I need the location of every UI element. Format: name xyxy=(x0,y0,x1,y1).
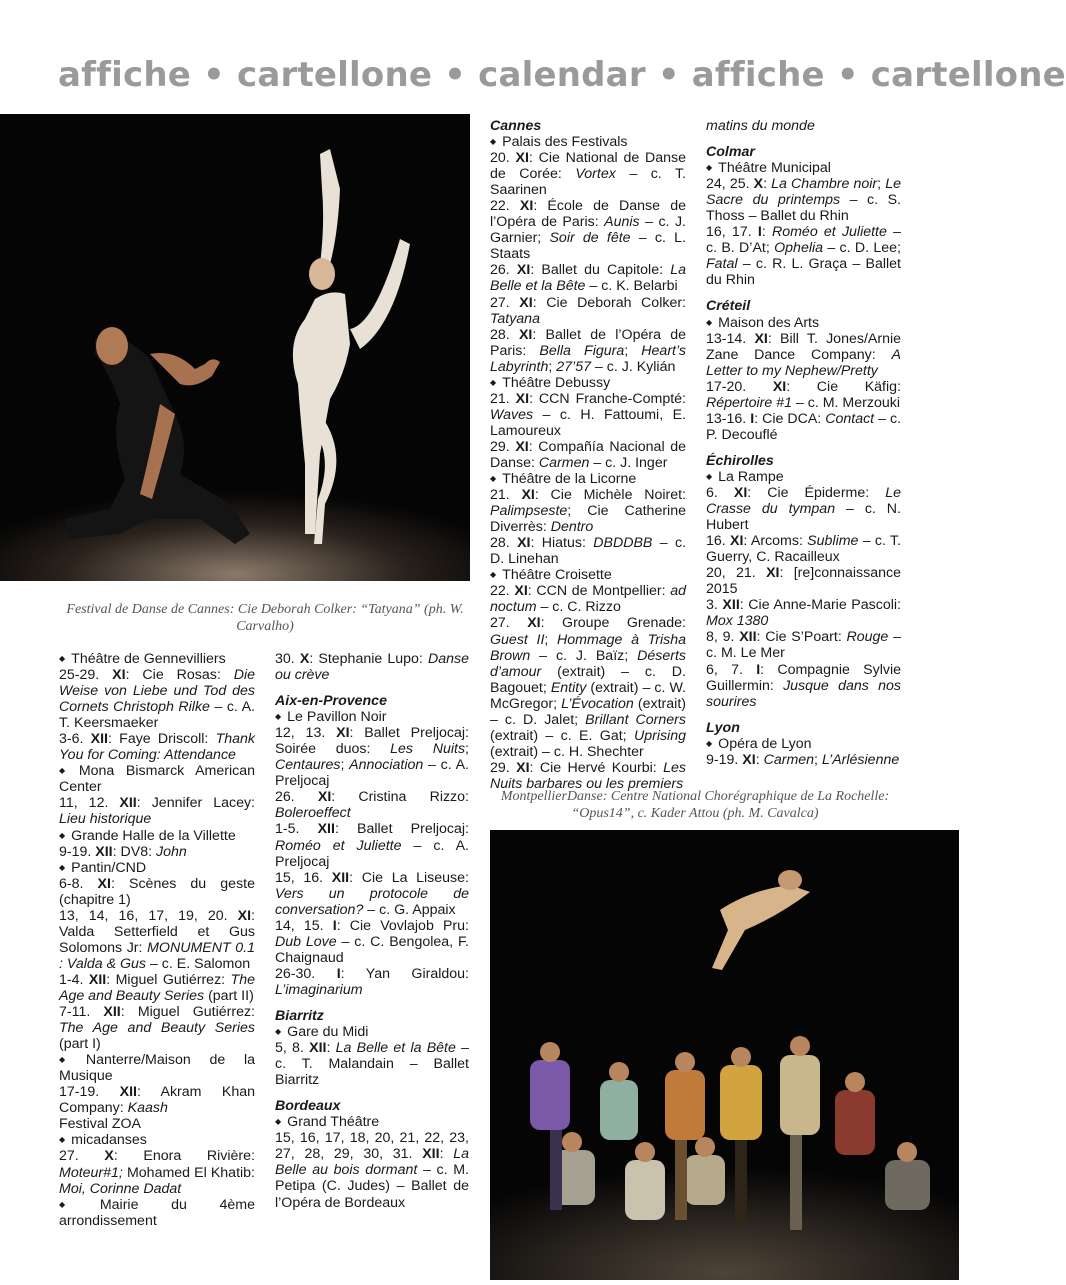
venue-name: ◆ micadanses xyxy=(59,1132,255,1148)
listing-column-4 xyxy=(706,118,901,768)
venue-name: ◆ Théâtre Debussy xyxy=(490,375,686,391)
event-entry: 27. XI: Groupe Grenade: Guest II; Hommage à Trisha Brown – c. J. Baïz; Déserts d’amour (extrait) – c. D. Bagouet; Entity (extrait) – c. W. McGregor; L’Évocation (extrait) – c. D. Jalet; Brillant Corners (extrait) – c. E. Gat; Uprising (extrait) – c. H. Shechter xyxy=(490,615,686,760)
venue-name: ◆ Gare du Midi xyxy=(275,1024,469,1040)
city-heading: Créteil xyxy=(706,298,751,315)
event-entry: 14, 15. I: Cie Vovlajob Pru: Dub Love – c. C. Bengolea, F. Chaignaud xyxy=(275,917,469,966)
event-entry: 20. XI: Cie National de Danse de Corée: Vortex – c. T. Saarinen xyxy=(490,150,686,199)
event-entry: 15, 16. XII: Cie La Liseuse: Vers un protocole de conversation? – c. G. Appaix xyxy=(275,869,469,918)
event-entry: 30. X: Stephanie Lupo: Danse ou crève xyxy=(275,651,470,684)
city-heading: Aix-en-Provence xyxy=(275,693,387,710)
event-entry: 13-16. I: Cie DCA: Contact – c. P. Decouflé xyxy=(706,410,902,443)
event-entry: 1-4. XII: Miguel Gutiérrez: The Age and Beauty Series (part II) xyxy=(59,971,255,1004)
spacer xyxy=(275,1088,469,1098)
spacer xyxy=(706,134,901,144)
event-entry: 22. XI: École de Danse de l’Opéra de Paris: Aunis – c. J. Garnier; Soir de fête – c. L. Staats xyxy=(490,198,686,263)
venue-name: ◆ Mairie du 4ème arrondissement xyxy=(59,1197,255,1229)
event-entry: 17-20. XI: Cie Käfig: Répertoire #1 – c. M. Merzouki xyxy=(706,378,901,411)
event-entry: matins du monde xyxy=(706,118,815,134)
venue-name: ◆ Théâtre de la Licorne xyxy=(490,471,686,487)
venue-name: ◆ Maison des Arts xyxy=(706,315,901,331)
event-entry: 12, 13. XI: Ballet Preljocaj: Soirée duos: Les Nuits; Centaures; Annociation – c. A. Preljocaj xyxy=(275,725,470,790)
event-entry: 26. XI: Cristina Rizzo: Boleroeffect xyxy=(275,789,469,822)
event-entry: 28. XI: Hiatus: DBDDBB – c. D. Linehan xyxy=(490,535,686,568)
event-entry: Festival ZOA xyxy=(59,1116,141,1133)
city-heading: Bordeaux xyxy=(275,1098,341,1115)
listing-column-1 xyxy=(59,651,255,1229)
event-entry: 9-19. XI: Carmen; L’Arlésienne xyxy=(706,751,900,768)
page-header: affiche • cartellone • calendar • affiche • cartellone xyxy=(58,55,1066,95)
event-entry: 6-8. XI: Scènes du geste (chapitre 1) xyxy=(59,875,255,908)
event-entry: 1-5. XII: Ballet Preljocaj: Roméo et Juliette – c. A. Preljocaj xyxy=(275,821,470,870)
photo-illustration xyxy=(0,114,470,581)
event-entry: 7-11. XII: Miguel Gutiérrez: The Age and Beauty Series (part I) xyxy=(59,1004,256,1053)
venue-name: ◆ Mona Bismarck American Center xyxy=(59,763,255,795)
photo-illustration xyxy=(490,830,959,1280)
venue-name: ◆ Opéra de Lyon xyxy=(706,736,901,752)
city-heading: Colmar xyxy=(706,144,755,161)
city-heading: Biarritz xyxy=(275,1007,324,1024)
event-entry: 8, 9. XII: Cie S’Poart: Rouge – c. M. Le Mer xyxy=(706,629,901,662)
venue-name: ◆ Théâtre de Gennevilliers xyxy=(59,651,255,667)
event-entry: 20, 21. XI: [re]connaissance 2015 xyxy=(706,565,901,598)
event-entry: 21. XI: CCN Franche-Compté: Waves – c. H. Fattoumi, E. Lamoureux xyxy=(490,390,686,439)
listing-column-2 xyxy=(275,651,469,1211)
spacer xyxy=(706,443,901,453)
dance-photo-opus14 xyxy=(490,830,959,1280)
venue-name: ◆ Grande Halle de la Villette xyxy=(59,828,255,844)
event-entry: 22. XI: CCN de Montpellier: ad noctum – c. C. Rizzo xyxy=(490,583,687,616)
event-entry: 13, 14, 16, 17, 19, 20. XI: Valda Setterfield et Gus Solomons Jr: MONUMENT 0.1 : Valda & Gus – c. E. Salomon xyxy=(59,907,255,972)
event-entry: 29. XI: Compañía Nacional de Danse: Carmen – c. J. Inger xyxy=(490,438,686,471)
venue-name: ◆ Le Pavillon Noir xyxy=(275,709,469,725)
event-entry: 5, 8. XII: La Belle et la Bête – c. T. Malandain – Ballet Biarritz xyxy=(275,1040,469,1089)
venue-name: ◆ Pantin/CND xyxy=(59,860,255,876)
event-entry: 6. XI: Cie Épiderme: Le Crasse du tympan – c. N. Hubert xyxy=(706,484,901,534)
event-entry: 13-14. XI: Bill T. Jones/Arnie Zane Dance Company: A Letter to my Nephew/Pretty xyxy=(706,330,902,379)
venue-name: ◆ Nanterre/Maison de la Musique xyxy=(59,1052,255,1084)
event-entry: 6, 7. I: Compagnie Sylvie Guillermin: Jusque dans nos sourires xyxy=(706,661,901,710)
city-heading: Cannes xyxy=(490,118,542,134)
venue-name: ◆ Théâtre Municipal xyxy=(706,160,901,176)
event-entry: 21. XI: Cie Michèle Noiret: Palimpseste; Cie Catherine Diverrès: Dentro xyxy=(490,487,686,536)
city-heading: Échirolles xyxy=(706,452,774,469)
photo-caption-tatyana: Festival de Danse de Cannes: Cie Deborah Colker: “Tatyana” (ph. W. Carvalho) xyxy=(66,602,464,634)
event-entry: 28. XI: Ballet de l’Opéra de Paris: Bella Figura; Heart’s Labyrinth; 27’57 – c. J. Kylián xyxy=(490,326,686,375)
listing-column-3 xyxy=(490,118,686,792)
spacer xyxy=(706,710,901,720)
spacer xyxy=(706,288,901,298)
event-entry: 17-19. XII: Akram Khan Company: Kaash xyxy=(59,1084,255,1117)
event-entry: 27. X: Enora Rivière: Moteur#1; Mohamed El Khatib: Moi, Corinne Dadat xyxy=(59,1148,255,1197)
spacer xyxy=(275,998,469,1008)
event-entry: 25-29. XI: Cie Rosas: Die Weise von Liebe und Tod des Cornets Christoph Rilke – c. A. T. Keersmaeker xyxy=(59,667,256,732)
venue-name: ◆ Théâtre Croisette xyxy=(490,567,686,583)
event-entry: 9-19. XII: DV8: John xyxy=(59,843,187,860)
event-entry: 26-30. I: Yan Giraldou: L’imaginarium xyxy=(275,965,469,998)
event-entry: 3-6. XII: Faye Driscoll: Thank You for Coming: Attendance xyxy=(59,731,255,764)
event-entry: 3. XII: Cie Anne-Marie Pascoli: Mox 1380 xyxy=(706,597,901,630)
dance-photo-tatyana xyxy=(0,114,470,581)
venue-name: ◆ La Rampe xyxy=(706,469,901,485)
event-entry: 15, 16, 17, 18, 20, 21, 22, 23, 27, 28, 29, 30, 31. XII: La Belle au bois dormant – c. M. Petipa (C. Judes) – Ballet de l’Opéra de Bordeaux xyxy=(275,1130,470,1211)
venue-name: ◆ Grand Théâtre xyxy=(275,1114,469,1130)
event-entry: 16. XI: Arcoms: Sublime – c. T. Guerry, C. Racailleux xyxy=(706,533,901,566)
photo-caption-opus14: MontpellierDanse: Centre National Chorégraphique de La Rochelle: “Opus14”, c. Kader Attou (ph. M. Cavalca) xyxy=(500,789,890,821)
event-entry: 16, 17. I: Roméo et Juliette – c. B. D’At; Ophelia – c. D. Lee; Fatal – c. R. L. Graça – Ballet du Rhin xyxy=(706,224,901,289)
event-entry: 11, 12. XII: Jennifer Lacey: Lieu historique xyxy=(59,795,255,828)
venue-name: ◆ Palais des Festivals xyxy=(490,134,686,150)
spacer xyxy=(275,683,469,693)
event-entry: 26. XI: Ballet du Capitole: La Belle et la Bête – c. K. Belarbi xyxy=(490,262,686,295)
event-entry: 29. XI: Cie Hervé Kourbi: Les Nuits barbares ou les premiers xyxy=(490,759,687,792)
city-heading: Lyon xyxy=(706,719,740,736)
event-entry: 27. XI: Cie Deborah Colker: Tatyana xyxy=(490,294,686,327)
event-entry: 24, 25. X: La Chambre noir; Le Sacre du printemps – c. S. Thoss – Ballet du Rhin xyxy=(706,176,901,225)
